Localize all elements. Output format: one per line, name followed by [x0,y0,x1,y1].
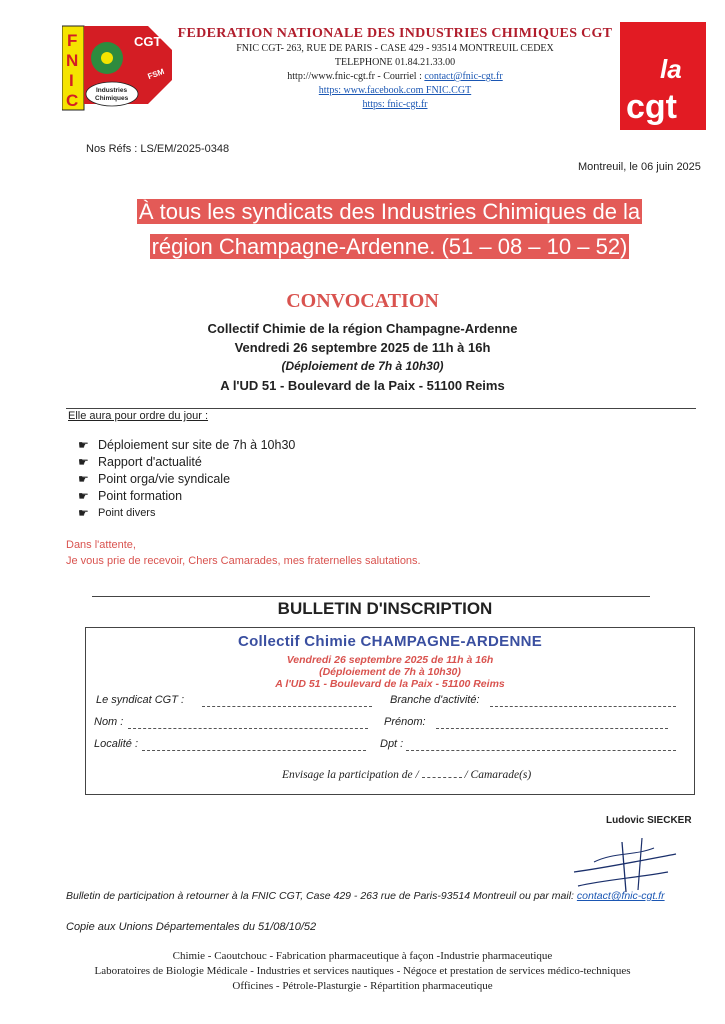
closing-line-2: Je vous prie de recevoir, Chers Camarades, mes fraternelles salutations. [66,555,421,567]
return-text: Bulletin de participation à retourner à la FNIC CGT, Case 429 - 263 rue de Paris-93514 Montreuil ou par mail: [66,890,577,902]
references: Nos Réfs : LS/EM/2025-0348 [86,143,230,155]
form-sub-date: Vendredi 26 septembre 2025 de 11h à 16h [286,654,494,666]
svg-text:C: C [66,91,79,110]
letter-date: Montreuil, le 06 juin 2025 [578,161,701,173]
participation-line [282,769,531,781]
dpt-label: Dpt : [380,738,404,750]
agenda-item-label: Point orga/vie syndicale [98,472,231,486]
hand-pointer-icon: ☛ [78,438,89,452]
agenda-item-label: Point divers [98,507,156,519]
footer-line-3: Officines - Pétrole-Plasturgie - Répartition pharmaceutique [232,980,493,992]
agenda-item [78,437,295,454]
hand-pointer-icon: ☛ [78,455,89,469]
form-subtitle [86,654,694,690]
org-web-prefix: http://www.fnic-cgt.fr - Courriel : [287,71,425,82]
website-link[interactable]: https: fnic-cgt.fr [362,99,428,110]
syndicat-field[interactable] [202,706,372,707]
letterhead [150,26,640,112]
localite-field[interactable] [142,750,366,751]
banner-line-1: À tous les syndicats des Industries Chimiques de la [138,199,641,224]
svg-text:cgt: cgt [626,88,677,126]
convocation-location: A l'UD 51 - Boulevard de la Paix - 51100 Reims [220,378,505,393]
copy-to: Copie aux Unions Départementales du 51/08/10/52 [66,921,317,933]
hand-pointer-icon: ☛ [78,506,89,520]
agenda-item-label: Rapport d'actualité [98,455,202,469]
hand-pointer-icon: ☛ [78,489,89,503]
convocation-deploiement: (Déploiement de 7h à 10h30) [281,359,444,373]
camarade-label: / Camarade(s) [464,769,532,781]
org-address: FNIC CGT- 263, RUE DE PARIS - CASE 429 - 93514 MONTREUIL CEDEX [236,43,554,54]
convocation-title: CONVOCATION [286,290,439,312]
footer-line-1: Chimie - Caoutchouc - Fabrication pharmaceutique à façon -Industrie pharmaceutique [172,950,553,962]
facebook-link[interactable]: https: www.facebook.com FNIC.CGT [318,85,472,96]
closing-line-1: Dans l'attente, [66,539,136,551]
prenom-field[interactable] [436,728,668,729]
org-name: FEDERATION NATIONALE DES INDUSTRIES CHIMIQUES CGT [177,26,613,41]
closing-text [66,537,421,569]
dpt-field[interactable] [406,750,676,751]
branche-label: Branche d'activité: [390,694,480,706]
convocation-date: Vendredi 26 septembre 2025 de 11h à 16h [234,340,491,355]
nom-label: Nom : [94,716,124,728]
svg-text:Chimiques: Chimiques [95,95,129,102]
svg-text:I: I [69,71,74,90]
nom-field[interactable] [128,728,368,729]
hand-pointer-icon: ☛ [78,472,89,486]
fnic-letter-f: F [67,31,78,50]
recipients-banner [92,194,687,264]
divider [66,408,696,409]
sectors-footer [0,949,725,994]
return-instructions [66,890,665,902]
agenda-item [78,488,295,505]
banner-line-2: région Champagne-Ardenne. (51 – 08 – 10 – 52) [151,234,628,259]
org-web-line [150,70,640,84]
convocation-details [0,319,725,395]
participation-label: Envisage la participation de / [282,769,419,781]
svg-text:FSM: FSM [146,66,166,82]
form-sub-location: A l'UD 51 - Boulevard de la Paix - 51100 Reims [275,678,505,690]
return-email-link[interactable]: contact@fnic-cgt.fr [576,890,665,902]
participation-count-field[interactable] [422,777,462,778]
signer-name: Ludovic SIECKER [606,815,692,826]
svg-text:Industries: Industries [96,87,128,94]
convocation-collectif: Collectif Chimie de la région Champagne-Ardenne [207,321,518,336]
agenda-item [78,471,295,488]
agenda-item [78,505,295,522]
localite-label: Localité : [94,738,139,750]
agenda-item-label: Déploiement sur site de 7h à 10h30 [98,438,296,452]
org-phone: TELEPHONE 01.84.21.33.00 [334,57,456,68]
svg-text:CGT: CGT [134,34,162,49]
signature-mark [564,832,684,898]
svg-text:la: la [660,54,682,84]
cgt-logo [620,22,706,130]
branche-field[interactable] [490,706,676,707]
svg-text:N: N [66,51,79,70]
bulletin-title: BULLETIN D'INSCRIPTION [277,599,493,618]
registration-form [85,627,695,795]
form-sub-deploiement: (Déploiement de 7h à 10h30) [319,666,461,678]
footer-line-2: Laboratoires de Biologie Médicale - Industries et services nautiques - Négoce et prestation de services médico-techniques [94,965,631,977]
form-title: Collectif Chimie CHAMPAGNE-ARDENNE [237,633,543,650]
agenda-item-label: Point formation [98,489,183,503]
prenom-label: Prénom: [384,716,426,728]
agenda-item [78,454,295,471]
agenda-list [78,437,295,522]
divider [92,596,650,597]
email-link[interactable]: contact@fnic-cgt.fr [424,71,503,82]
agenda-title: Elle aura pour ordre du jour : [68,410,209,422]
syndicat-label: Le syndicat CGT : [96,694,185,706]
